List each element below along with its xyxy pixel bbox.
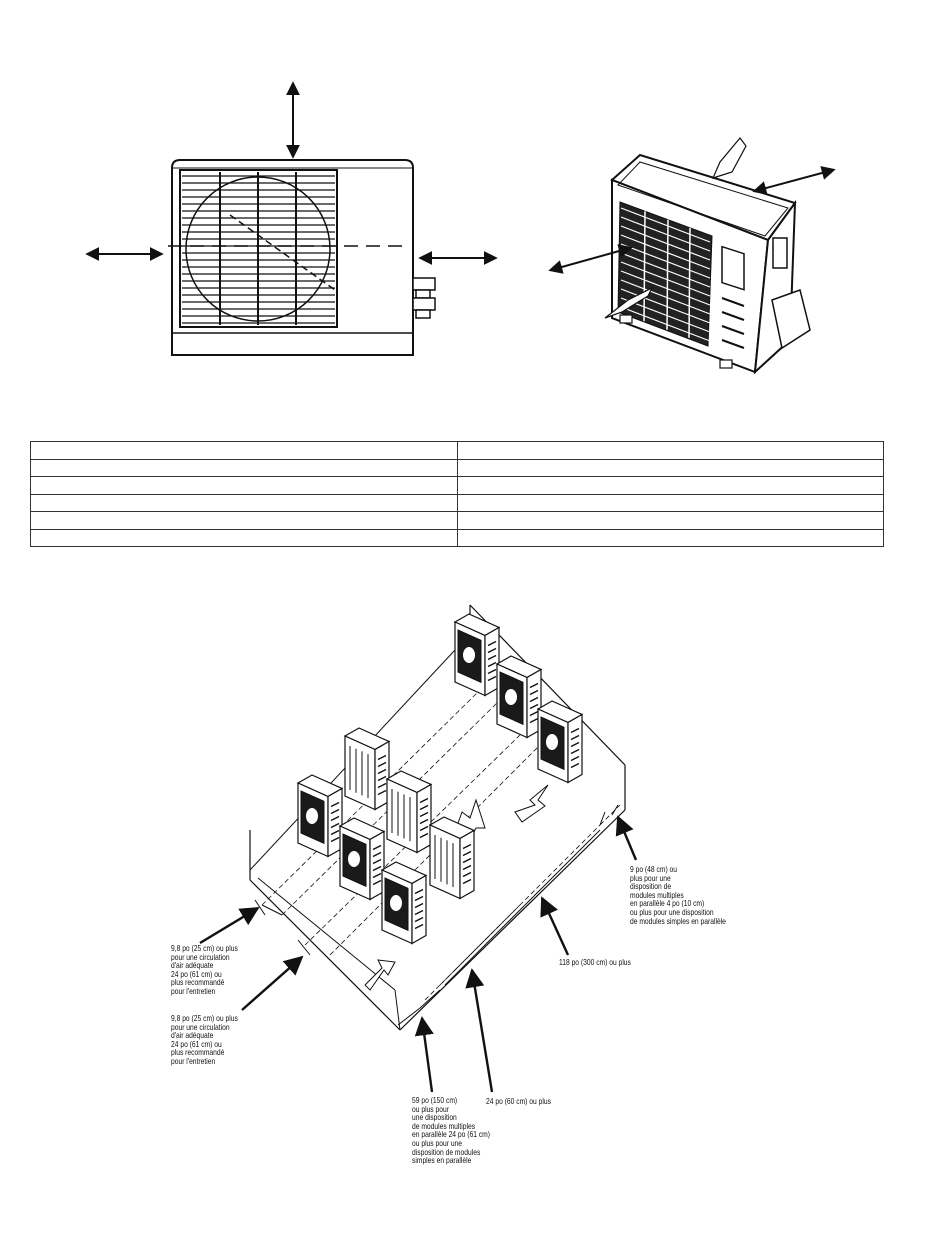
label-line: une disposition xyxy=(412,1113,457,1123)
label-line: 9 po (48 cm) ou xyxy=(630,865,678,874)
label-line: de modules simples en parallèle xyxy=(630,916,726,926)
label-line: pour l'entretien xyxy=(171,1056,216,1066)
label-line: 24 po (60 cm) ou plus xyxy=(486,1097,551,1106)
row-spacing-label xyxy=(412,1097,490,1166)
outdoor-unit-icon xyxy=(382,862,426,944)
label-line: plus recommandé xyxy=(171,978,225,988)
outdoor-unit-icon xyxy=(455,614,499,696)
label-line: en parallèle 24 po (61 cm) xyxy=(412,1130,491,1140)
front-distance-label xyxy=(559,959,631,968)
label-line: modules multiples xyxy=(630,890,684,900)
label-line: de modules multiples xyxy=(412,1121,476,1131)
outdoor-unit-icon xyxy=(340,818,384,900)
leader-arrows xyxy=(200,817,636,1092)
side-clearance-label-top xyxy=(171,945,238,997)
label-line: plus recommandé xyxy=(171,1048,225,1058)
label-line: d'air adéquate xyxy=(171,1031,214,1041)
side-clearance-label-bottom xyxy=(171,1015,238,1067)
rear-clearance-label xyxy=(630,866,726,926)
label-line: 9,8 po (25 cm) ou plus xyxy=(171,944,238,953)
outdoor-unit-icon xyxy=(387,771,431,853)
label-line: pour l'entretien xyxy=(171,986,216,996)
outdoor-unit-icon xyxy=(298,775,342,857)
label-line: 59 po (150 cm) xyxy=(412,1096,458,1105)
label-line: disposition de modules xyxy=(412,1147,481,1157)
label-line: en parallèle 4 po (10 cm) xyxy=(630,899,705,909)
label-line: 24 po (61 cm) ou xyxy=(171,969,222,979)
label-line: 118 po (300 cm) ou plus xyxy=(559,958,631,967)
outdoor-unit-icon xyxy=(538,701,582,783)
label-line: ou plus pour une xyxy=(412,1138,463,1148)
outdoor-unit-icon xyxy=(497,656,541,738)
outdoor-unit-icon xyxy=(345,728,389,810)
label-line: simples en parallèle xyxy=(412,1156,472,1166)
front-minimum-label xyxy=(486,1098,551,1107)
label-line: 9,8 po (25 cm) ou plus xyxy=(171,1014,238,1023)
label-line: ou plus pour xyxy=(412,1104,449,1114)
label-line: ou plus pour une disposition xyxy=(630,907,714,917)
label-line: 24 po (61 cm) ou xyxy=(171,1039,222,1049)
label-line: pour une circulation xyxy=(171,952,230,962)
label-line: d'air adéquate xyxy=(171,961,214,971)
label-line: disposition de xyxy=(630,882,672,892)
label-line: pour une circulation xyxy=(171,1022,230,1032)
outdoor-unit-icon xyxy=(430,817,474,899)
label-line: plus pour une xyxy=(630,873,671,883)
